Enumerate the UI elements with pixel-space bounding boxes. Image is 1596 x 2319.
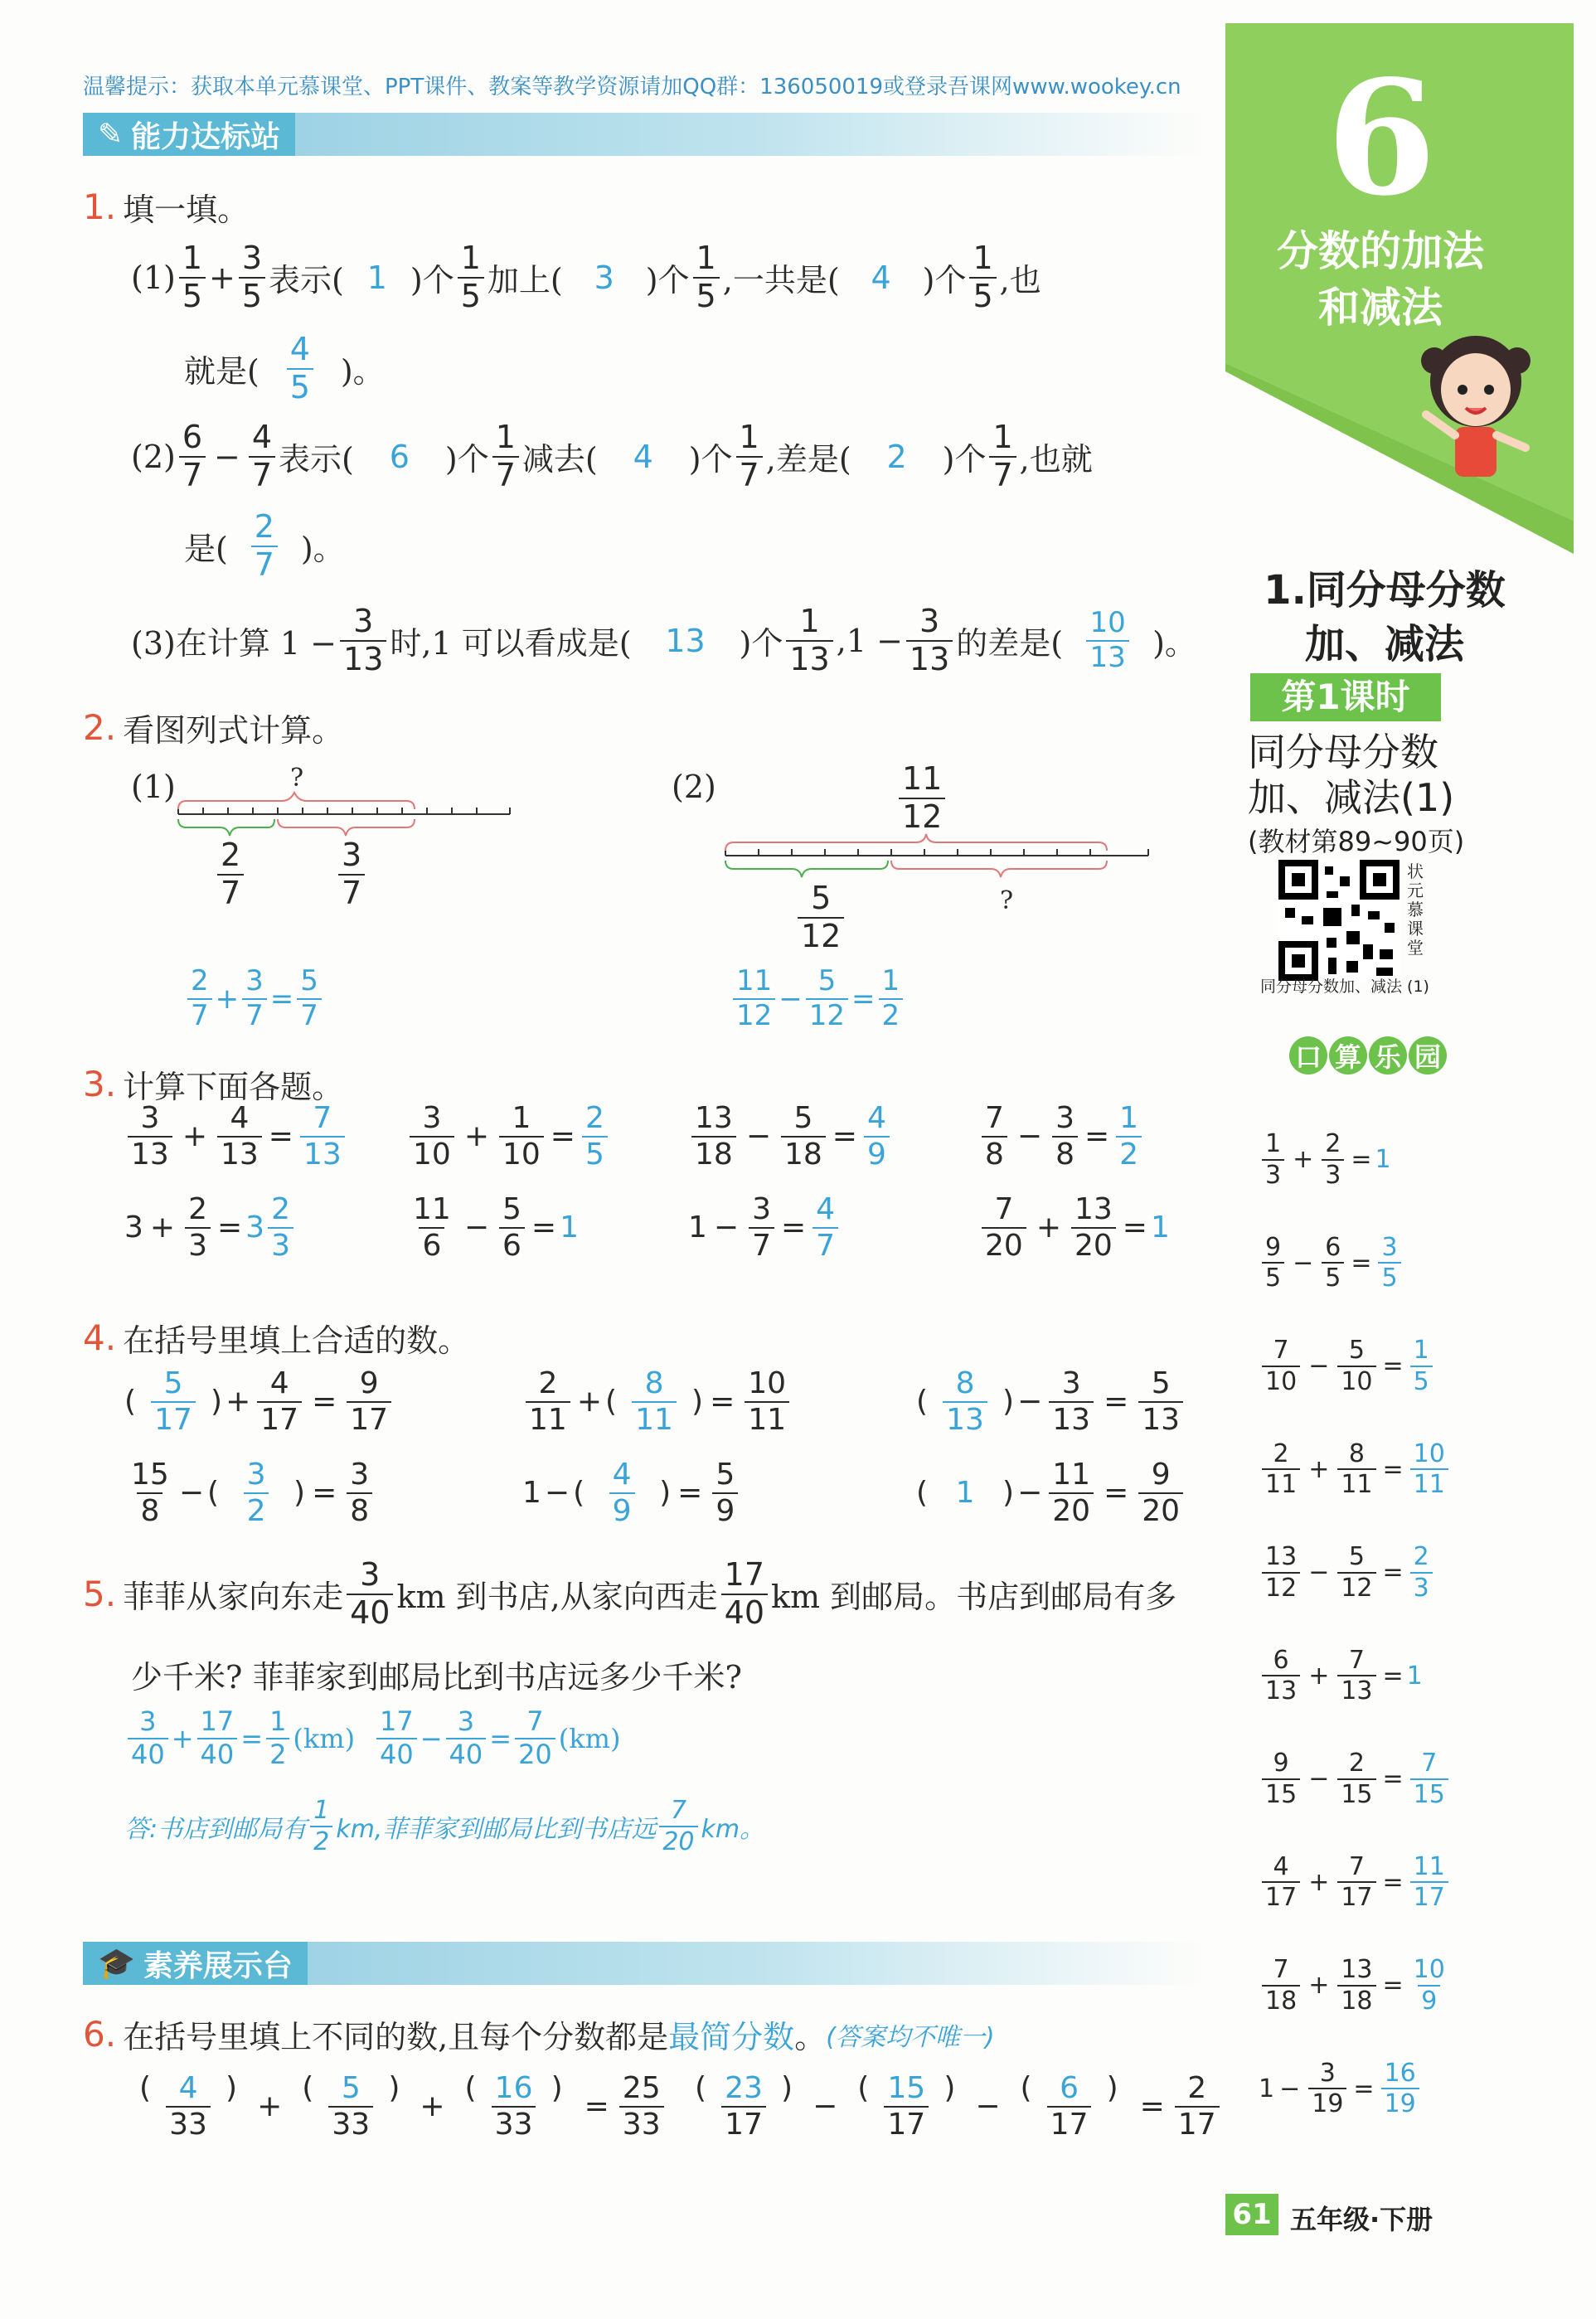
q3-problem: $\frac{13}{18}$ − $\frac{5}{18}$ = $\frac{4}{9}$ [688,1103,893,1171]
q4-problem: ( $\frac{8}{13}$ ) − $\frac{3}{13}$ = $\frac{5}{13}$ [916,1368,1186,1436]
oral-answer[interactable]: $\frac{11}{17}$ [1410,1854,1448,1911]
q2-heading: 2. 看图列式计算。 [83,707,344,749]
q1-p1-blank-2[interactable]: 3 [594,259,614,296]
q6-equation: $\frac{( 23 )}{17}$ − $\frac{( 15 )}{17}$ − $\frac{( 6 )}{17}$ = $\frac{2}{17}$ [680,2073,1223,2141]
operand: 1 [688,1210,707,1245]
section-banner-ability [83,113,1202,156]
q1-p2-blank-3[interactable]: 2 [886,438,907,475]
q2-d2-question-mark: ? [1000,886,1014,915]
q1-part2-line2: 是( $\frac{2}{7}$ )。 [184,508,345,583]
grade-label: 五年级·下册 [1290,2204,1433,2235]
q1-p3-blank-1[interactable]: 13 [665,622,706,659]
q4-problem: ( 1 ) − $\frac{11}{20}$ = $\frac{9}{20}$ [916,1459,1186,1527]
oral-answer[interactable]: $\frac{1}{5}$ [1410,1337,1433,1395]
q4-blank[interactable]: $\frac{8}{13}$ [928,1368,1002,1436]
oral-problem: 1 − $\frac{3}{19}$ = $\frac{16}{19}$ [1259,2060,1423,2118]
q4-blank[interactable]: 1 [955,1476,975,1511]
q1-p2-blank-1[interactable]: 6 [389,438,410,475]
q3-answer[interactable]: $\frac{1}{2}$ [1116,1103,1142,1171]
oral-answer[interactable]: $\frac{2}{3}$ [1410,1544,1433,1601]
oral-answer[interactable]: $\frac{16}{19}$ [1381,2060,1419,2118]
q3-answer-whole[interactable]: 3 [245,1210,265,1245]
q6-heading: 6. 在括号里填上不同的数,且每个分数都是 最简分数 。 (答案均不唯一) [83,2014,995,2055]
q2-d2-top-fraction: $\frac{11}{12}$ [895,763,948,834]
q1-p2-blank-2[interactable]: 4 [633,438,653,475]
q6-equation: $\frac{( 4 )}{33}$ + $\frac{( 5 )}{33}$ + $\frac{( 16 )}{33}$ = $\frac{25}{33}$ [124,2073,667,2141]
q3-answer[interactable]: $\frac{7}{13}$ [300,1103,345,1171]
q3-answer[interactable]: $\frac{2}{5}$ [582,1103,608,1171]
q3-answer[interactable]: 1 [1150,1210,1170,1245]
oral-problem: $\frac{9}{5}$ − $\frac{6}{5}$ = $\frac{3}{5}$ [1259,1235,1404,1292]
section-title: 素养展示台 [143,1948,293,1983]
period-title: 同分母分数 加、减法(1) [1248,730,1455,821]
q2-d2-left-fraction: $\frac{5}{12}$ [794,882,847,953]
oral-problem: $\frac{13}{12}$ − $\frac{5}{12}$ = $\frac{2}{3}$ [1259,1544,1436,1601]
q5-question-line2: 少千米? 菲菲家到邮局比到书店远多少千米? [131,1659,742,1696]
operand: $\frac{13}{18}$ [691,1103,736,1171]
operand: $\frac{7}{8}$ [982,1103,1007,1171]
q2-d1-label: (1) [131,769,176,805]
q1-part1-line2: 就是( $\frac{4}{5}$ )。 [184,331,385,405]
q6-blank-fraction[interactable]: $\frac{( 15 )}{17}$ [857,2071,956,2142]
q4-heading: 4. 在括号里填上合适的数。 [83,1317,470,1359]
q4-blank[interactable]: $\frac{8}{11}$ [617,1368,691,1436]
q3-problem: 1 − $\frac{3}{7}$ = $\frac{4}{7}$ [688,1194,842,1262]
oral-problem: $\frac{7}{10}$ − $\frac{5}{10}$ = $\frac{1}{5}$ [1259,1337,1436,1395]
oral-problem: $\frac{7}{18}$ + $\frac{13}{18}$ = $\frac{10}{9}$ [1259,1957,1452,2014]
oral-problem: $\frac{6}{13}$ + $\frac{7}{13}$ = 1 [1259,1647,1423,1705]
period-badge: 第1课时 [1250,673,1441,721]
oral-answer[interactable]: $\frac{3}{5}$ [1378,1235,1400,1292]
q1-p3-blank-2[interactable]: $\frac{10}{13}$ [1066,609,1149,672]
oral-problem: $\frac{2}{11}$ + $\frac{8}{11}$ = $\frac{10}{11}$ [1259,1441,1452,1498]
q5-answer[interactable]: 答:书店到邮局有 $\frac{1}{2}$ km,菲菲家到邮局比到书店远 $\frac{7}{20}$ km。 [124,1796,765,1856]
qr-caption: 同分母分数加、减法 (1) [1260,978,1429,996]
q5-question-line1: 5. 菲菲从家向东走 $\frac{3}{40}$ km 到书店,从家向西走 $\frac{17}{40}$ km 到邮局。书店到邮局有多 [83,1556,1177,1631]
operand: $\frac{5}{18}$ [781,1103,826,1171]
oral-problem: $\frac{1}{3}$ + $\frac{2}{3}$ = 1 [1259,1131,1391,1188]
oral-answer[interactable]: $\frac{10}{9}$ [1413,1955,1445,2016]
q2-d1-right-fraction: $\frac{3}{7}$ [335,839,368,910]
operand: $\frac{3}{7}$ [749,1194,774,1262]
q1-p1-blank-3[interactable]: 4 [871,259,891,296]
operand: $\frac{3}{10}$ [410,1103,454,1171]
q2-d1-question-mark: ? [290,764,304,793]
q4-problem: ( $\frac{5}{17}$ ) + $\frac{4}{17}$ = $\frac{9}{17}$ [124,1368,395,1436]
q2-d2-equation[interactable]: $\frac{11}{12}$ − $\frac{5}{12}$ = $\frac{1}{2}$ [730,967,906,1031]
operand: $\frac{4}{13}$ [217,1103,262,1171]
oral-answer[interactable]: 1 [1406,1661,1423,1691]
oral-answer[interactable]: 1 [1375,1145,1391,1174]
q1-heading: 1. 填一填。 [83,187,250,228]
q3-answer[interactable]: $\frac{4}{7}$ [813,1194,838,1262]
graduation-cap-icon: 🎓 [98,1947,135,1981]
lesson-title: 1.同分母分数 加、减法 [1264,567,1506,667]
q3-problem: $\frac{3}{10}$ + $\frac{1}{10}$ = $\frac{2}{5}$ [406,1103,611,1171]
operand: $\frac{11}{6}$ [413,1192,451,1263]
q3-answer[interactable]: $\frac{2}{3}$ [268,1194,293,1262]
cartoon-girl-illustration [1409,323,1542,489]
oral-problem: $\frac{9}{15}$ − $\frac{2}{15}$ = $\frac{7}{15}$ [1259,1750,1452,1807]
q5-calculation-2[interactable]: $\frac{17}{40}$ − $\frac{3}{40}$ = $\frac{7}{20}$ (km) [373,1708,620,1768]
q5-calculation-1[interactable]: $\frac{3}{40}$ + $\frac{17}{40}$ = $\frac{1}{2}$ (km) [124,1708,355,1768]
operand: $\frac{2}{3}$ [185,1194,211,1262]
unit-title: 分数的加法 和减法 [1277,227,1484,332]
q4-problem: 1 − ( $\frac{4}{9}$ ) = $\frac{5}{9}$ [522,1459,741,1527]
q4-problem: $\frac{15}{8}$ − ( $\frac{3}{2}$ ) = $\frac{3}{8}$ [124,1459,376,1527]
q1-part1-line1: (1) $\frac{1}{5}$ + $\frac{3}{5}$ 表示( 1 )个 $\frac{1}{5}$ 加上( 3 )个 $\frac{1}{5}$ ,一共是( 4 )个 $\frac{1}{5}$ ,也 [131,240,1041,314]
pencil-icon: ✎ [98,117,124,152]
q6-blank-fraction[interactable]: $\frac{( 5 )}{33}$ [302,2071,400,2142]
unit-number: 6 [1327,46,1437,230]
q3-heading: 3. 计算下面各题。 [83,1064,344,1105]
operand: $\frac{5}{6}$ [499,1194,525,1262]
q3-answer[interactable]: 1 [560,1210,579,1245]
qr-code[interactable] [1277,858,1401,982]
q2-d1-left-fraction: $\frac{2}{7}$ [214,839,247,910]
oral-answer[interactable]: $\frac{7}{15}$ [1410,1750,1448,1807]
oral-answer[interactable]: $\frac{10}{11}$ [1410,1441,1448,1498]
q3-problem: $\frac{3}{13}$ + $\frac{4}{13}$ = $\frac{7}{13}$ [124,1103,348,1171]
textbook-pages: (教材第89~90页) [1248,826,1465,857]
q3-problem: $\frac{11}{6}$ − $\frac{5}{6}$ = 1 [406,1194,579,1262]
q4-problem: $\frac{2}{11}$ + ( $\frac{8}{11}$ ) = $\frac{10}{11}$ [522,1368,793,1436]
q2-d1-equation[interactable]: $\frac{2}{7}$ + $\frac{3}{7}$ = $\frac{5}{7}$ [184,967,325,1031]
operand: $\frac{7}{20}$ [982,1194,1026,1262]
operand: $\frac{13}{20}$ [1071,1194,1116,1262]
q1-part3: (3)在计算 1 − $\frac{3}{13}$ 时,1 可以看成是( 13 )个 $\frac{1}{13}$ ,1 − $\frac{3}{13}$ 的差是( $\frac{10}{13}$ )。 [131,603,1196,677]
qr-side-label: 状元慕课堂 [1407,861,1424,958]
q6-blank-fraction[interactable]: $\frac{( 16 )}{33}$ [464,2071,563,2142]
oral-badge: 口 算 乐 园 [1289,1036,1447,1075]
q1-part2-line1: (2) $\frac{6}{7}$ − $\frac{4}{7}$ 表示( 6 )个 $\frac{1}{7}$ 减去( 4 )个 $\frac{1}{7}$ ,差是( 2 )个 $\frac{1}{7}$ ,也就 [131,419,1093,493]
q3-problem: $\frac{7}{8}$ − $\frac{3}{8}$ = $\frac{1}{2}$ [978,1103,1145,1171]
page-number: 61 [1225,2194,1278,2235]
q1-p2-blank-4[interactable]: $\frac{2}{7}$ [231,511,298,582]
q6-blank-fraction[interactable]: $\frac{( 4 )}{33}$ [139,2071,238,2142]
q2-diagram-2 [717,829,1157,915]
q6-blank-fraction[interactable]: $\frac{( 6 )}{17}$ [1020,2071,1118,2142]
q3-problem: 3 + $\frac{2}{3}$ = 3 $\frac{2}{3}$ [124,1194,297,1262]
operand: $\frac{3}{8}$ [1052,1103,1078,1171]
q4-blank[interactable]: $\frac{3}{2}$ [219,1459,293,1527]
operand: 3 [124,1210,143,1245]
q2-d2-label: (2) [672,769,716,805]
q1-p1-blank-1[interactable]: 1 [366,259,387,296]
q6-blank-fraction[interactable]: $\frac{( 23 )}{17}$ [695,2071,793,2142]
q3-answer[interactable]: $\frac{4}{9}$ [864,1103,890,1171]
q1-p1-blank-4[interactable]: $\frac{4}{5}$ [263,333,337,405]
q3-problem: $\frac{7}{20}$ + $\frac{13}{20}$ = 1 [978,1194,1170,1262]
q4-blank[interactable]: $\frac{4}{9}$ [585,1459,659,1527]
q4-blank[interactable]: $\frac{5}{17}$ [136,1368,211,1436]
header-tip: 温馨提示：获取本单元慕课堂、PPT课件、教案等教学资源请加QQ群：136050019或登录吾课网www.wookey.cn [83,75,1181,99]
oral-problem: $\frac{4}{17}$ + $\frac{7}{17}$ = $\frac{11}{17}$ [1259,1854,1452,1911]
operand: $\frac{3}{13}$ [128,1103,172,1171]
operand: $\frac{1}{10}$ [499,1103,544,1171]
section-title: 能力达标站 [131,119,281,154]
section-banner-literacy [83,1942,1202,1985]
